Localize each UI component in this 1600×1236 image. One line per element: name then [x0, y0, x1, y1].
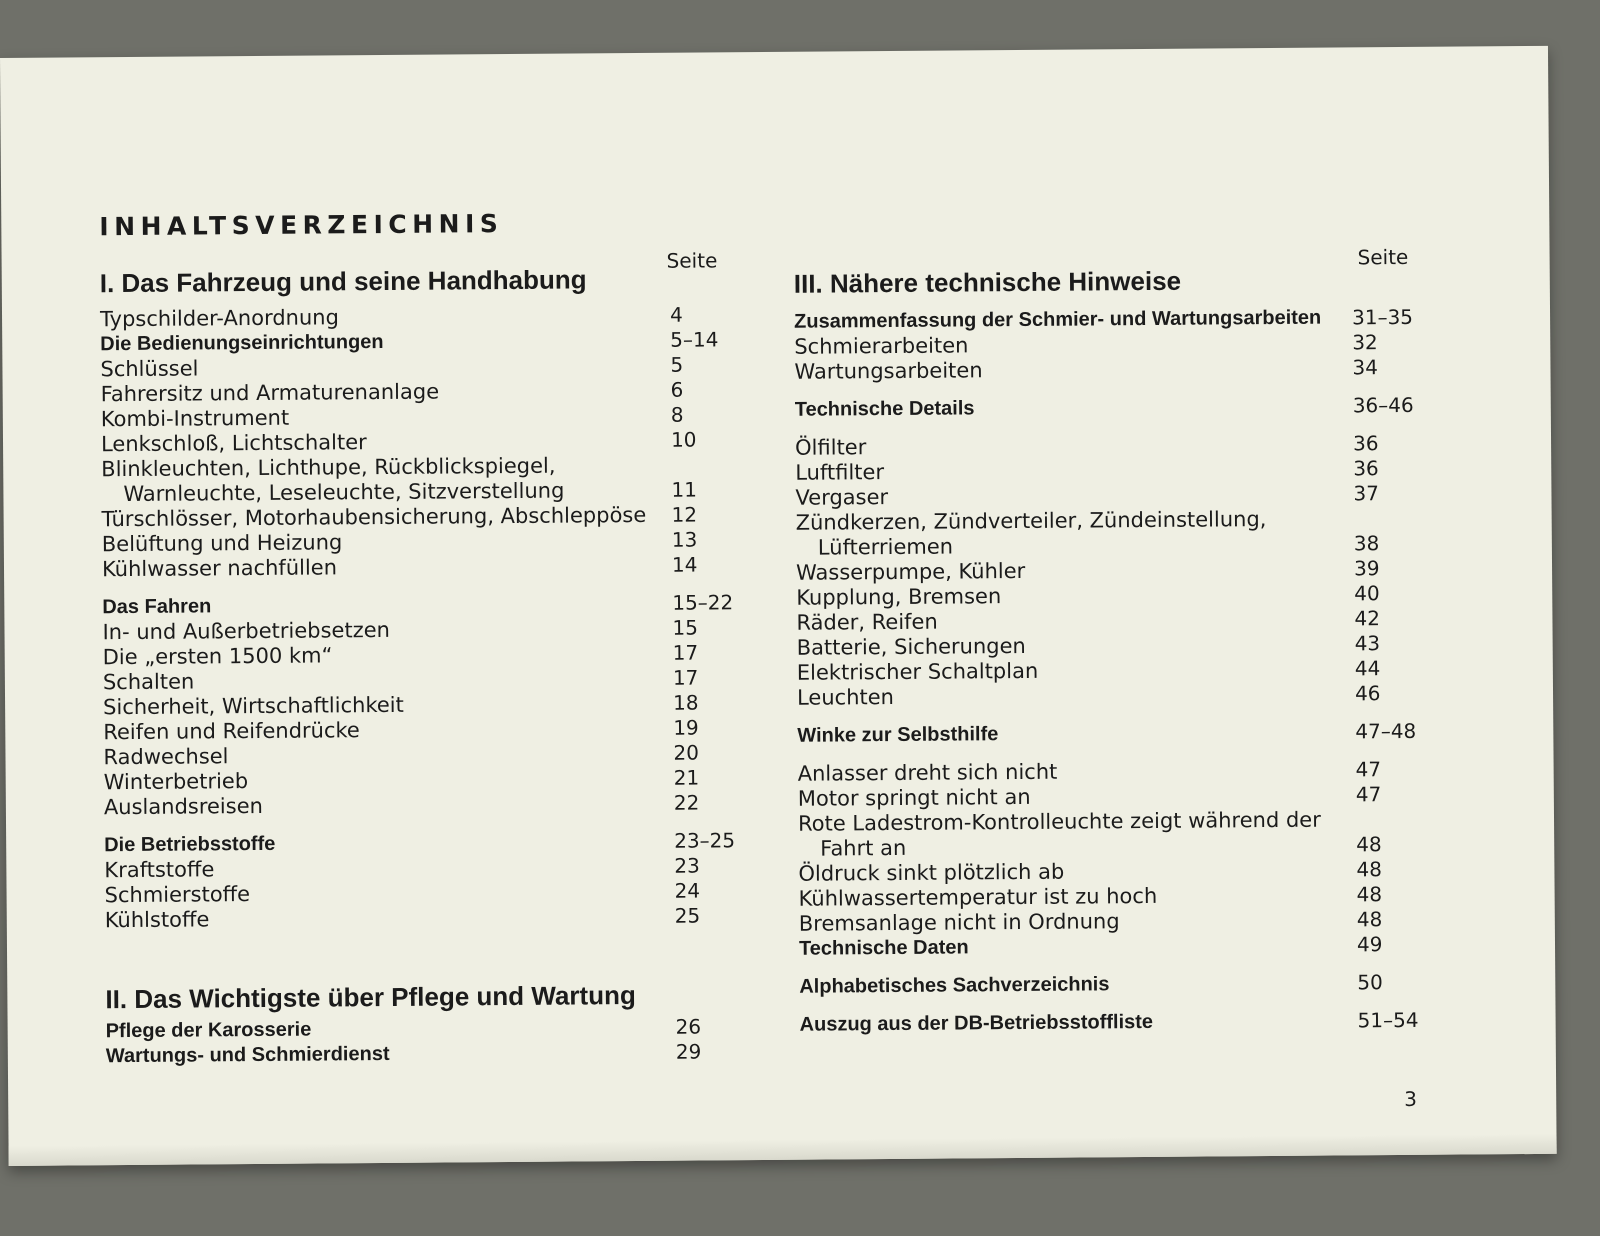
toc-entry-text: Kupplung, Bremsen [796, 584, 1002, 610]
toc-entry-page: 6 [670, 377, 684, 402]
toc-entry-page: 48 [1356, 907, 1383, 932]
toc-entry-text: Zündkerzen, Zündverteiler, Zündeinstellung, [795, 507, 1267, 535]
toc-entry-page: 20 [673, 740, 700, 765]
toc-entry-page: 8 [670, 402, 684, 427]
toc-entry [797, 719, 1437, 749]
part-2-title: II. Das Wichtigste über Pflege und Wartung [105, 980, 636, 1015]
toc-entry-page: 50 [1357, 970, 1383, 995]
toc-entry-page: 37 [1353, 481, 1380, 506]
toc-entry-page: 13 [671, 527, 698, 552]
toc-entry-page: 39 [1353, 556, 1380, 581]
toc-entry-page: 46 [1354, 681, 1381, 706]
toc-entry-text: Warnleuchte, Leseleuchte, Sitzverstellung [123, 478, 565, 507]
toc-entry-text: Schmierstoffe [104, 882, 251, 908]
toc-entry-page: 15 [672, 615, 699, 640]
toc-entry [799, 932, 1439, 962]
toc-entry-page: 38 [1353, 531, 1380, 556]
toc-entry-text: Wartungsarbeiten [794, 358, 983, 384]
toc-entry-page: 36 [1352, 431, 1379, 456]
toc-entry-page: 42 [1354, 606, 1380, 631]
part-3-heading [793, 244, 1434, 310]
toc-entry-text: Luftfilter [795, 460, 885, 485]
toc-entry-text: Leuchten [796, 684, 895, 710]
toc-entry-page: 22 [673, 790, 700, 815]
toc-entry [105, 903, 745, 933]
part-3-title: III. Nähere technische Hinweise [793, 265, 1182, 299]
toc-entry-text: Anlasser dreht sich nicht [797, 759, 1058, 786]
toc-entry [794, 355, 1434, 385]
page-number: 3 [1404, 1086, 1418, 1112]
toc-entry-text: Schmierarbeiten [794, 333, 969, 359]
toc-entry-page: 10 [670, 427, 697, 452]
toc-entry-text: Wasserpumpe, Kühler [795, 558, 1026, 585]
toc-entry-page: 44 [1354, 656, 1381, 681]
toc-entry-page: 19 [673, 715, 699, 740]
toc-entry-page: 49 [1356, 932, 1383, 957]
booklet-page [0, 46, 1557, 1166]
toc-entry [799, 970, 1439, 1000]
toc-entry-page: 21 [673, 765, 700, 790]
toc-entry-page: 5 [670, 352, 684, 377]
toc-entry-text: Fahrt an [820, 835, 907, 861]
toc-entry-text: Die „ersten 1500 km“ [102, 643, 333, 670]
part-1-heading [99, 248, 740, 307]
toc-entry-text: Reifen und Reifendrücke [103, 718, 360, 745]
toc-entry-text: Technische Daten [798, 936, 969, 960]
toc-entry-page: 23 [674, 853, 700, 878]
toc-entry-page: 23–25 [674, 828, 736, 853]
toc-entry [104, 790, 744, 820]
toc-entry-text: Schlüssel [100, 356, 199, 382]
toc-entry-text: Räder, Reifen [796, 609, 938, 635]
toc-entry-page: 4 [669, 302, 683, 327]
toc-entry-page: 48 [1356, 832, 1382, 857]
toc-entry-text: Radwechsel [103, 744, 229, 770]
toc-entry-text: Rote Ladestrom-Kontrolleuchte zeigt während der [797, 807, 1321, 836]
toc-entry-page: 47 [1355, 782, 1382, 807]
toc-entry-page: 15–22 [672, 590, 734, 615]
toc-entry [795, 393, 1435, 423]
toc-entry-page: 36 [1353, 456, 1379, 481]
toc-entry-text: Die Betriebsstoffe [104, 832, 276, 857]
toc-entry-text: Winke zur Selbsthilfe [797, 723, 999, 747]
part-3-entries [794, 305, 1440, 1038]
toc-entry-text: Technische Details [794, 397, 975, 421]
toc-entry-page: 14 [671, 552, 698, 577]
toc-entry-page: 11 [671, 477, 697, 502]
right-column [793, 244, 1440, 1038]
toc-entry-page: 34 [1352, 355, 1379, 380]
toc-entry-text: Kraftstoffe [104, 857, 215, 883]
part-2-heading [105, 970, 745, 1019]
toc-entry-page: 24 [674, 878, 701, 903]
toc-entry-page: 36–46 [1352, 392, 1414, 418]
seite-label-left: Seite [666, 248, 718, 273]
toc-entry-page: 43 [1354, 631, 1381, 656]
toc-entry-text: Motor springt nicht an [797, 784, 1031, 811]
toc-entry-page: 17 [672, 640, 699, 665]
toc-entry-text: Zusammenfassung der Schmier- und Wartungsarbeiten [794, 306, 1322, 333]
toc-entry-page: 51–54 [1357, 1007, 1419, 1033]
toc-entry-text: Kühlwassertemperatur ist zu hoch [798, 883, 1158, 911]
toc-entry [102, 552, 742, 582]
toc-entry-text: Blinkleuchten, Lichthupe, Rückblickspiegel, [101, 453, 556, 482]
toc-entry-text: Lenkschloß, Lichtschalter [100, 430, 367, 457]
left-column [99, 202, 746, 1069]
toc-entry [106, 1039, 746, 1069]
toc-entry-text: Winterbetrieb [103, 769, 249, 795]
toc-entry-text: Pflege der Karosserie [105, 1018, 312, 1043]
toc-entry-text: Schalten [102, 669, 195, 695]
toc-entry-page: 29 [675, 1039, 702, 1064]
toc-entry-text: Kühlwasser nachfüllen [101, 555, 338, 582]
toc-entry-text: Kühlstoffe [104, 907, 210, 933]
part-1-entries [100, 302, 745, 933]
toc-entry-page: 47–48 [1355, 718, 1417, 744]
toc-entry-text: Auszug aus der DB-Betriebsstoffliste [799, 1010, 1154, 1036]
toc-entry-page: 48 [1356, 857, 1382, 882]
toc-entry-text: Elektrischer Schaltplan [796, 658, 1039, 685]
toc-entry-text: Fahrersitz und Armaturenanlage [100, 379, 440, 407]
page-title: INHALTSVERZEICHNIS [99, 209, 504, 242]
part-1-title: I. Das Fahrzeug und seine Handhabung [99, 264, 587, 299]
toc-entry [800, 1008, 1440, 1038]
toc-entry-text: Alphabetisches Sachverzeichnis [799, 973, 1110, 998]
toc-entry-text: Lüfterriemen [817, 534, 954, 560]
toc-entry-page: 32 [1352, 330, 1378, 355]
toc-entry-page: 18 [672, 690, 699, 715]
part-2-entries [106, 1014, 746, 1069]
toc-entry-page: 12 [671, 502, 698, 527]
toc-entry-page: 47 [1355, 757, 1382, 782]
toc-entry-page: 48 [1356, 882, 1383, 907]
toc-entry-page: 5–14 [670, 327, 719, 352]
toc-entry-page: 25 [674, 903, 701, 928]
toc-entry-text: Vergaser [795, 485, 889, 510]
seite-label-right: Seite [1357, 244, 1409, 270]
toc-entry-page: 40 [1354, 581, 1380, 606]
toc-entry-text: Bremsanlage nicht in Ordnung [798, 909, 1120, 936]
toc-entry-text: Typschilder-Anordnung [99, 305, 339, 332]
toc-entry-text: Kombi-Instrument [100, 405, 290, 432]
toc-entry-text: Öldruck sinkt plötzlich ab [798, 859, 1065, 886]
toc-entry-text: In- und Außerbetriebsetzen [102, 617, 390, 645]
page-content [0, 46, 1557, 1166]
toc-entry-text: Ölfilter [794, 435, 867, 460]
toc-entry-text: Auslandsreisen [103, 793, 263, 820]
toc-entry-text: Belüftung und Heizung [101, 530, 343, 557]
toc-entry-text: Türschlösser, Motorhaubensicherung, Abschleppöse [101, 502, 647, 532]
toc-entry-text: Das Fahren [102, 595, 212, 619]
toc-entry [797, 681, 1437, 711]
toc-entry-text: Die Bedienungseinrichtungen [100, 330, 384, 356]
toc-entry-page: 31–35 [1351, 304, 1414, 330]
toc-entry-page: 17 [672, 665, 699, 690]
toc-entry-text: Wartungs- und Schmierdienst [105, 1042, 390, 1068]
toc-entry-text: Sicherheit, Wirtschaftlichkeit [103, 692, 404, 720]
toc-entry-text: Batterie, Sicherungen [796, 633, 1026, 660]
toc-entry-page: 26 [675, 1014, 702, 1039]
